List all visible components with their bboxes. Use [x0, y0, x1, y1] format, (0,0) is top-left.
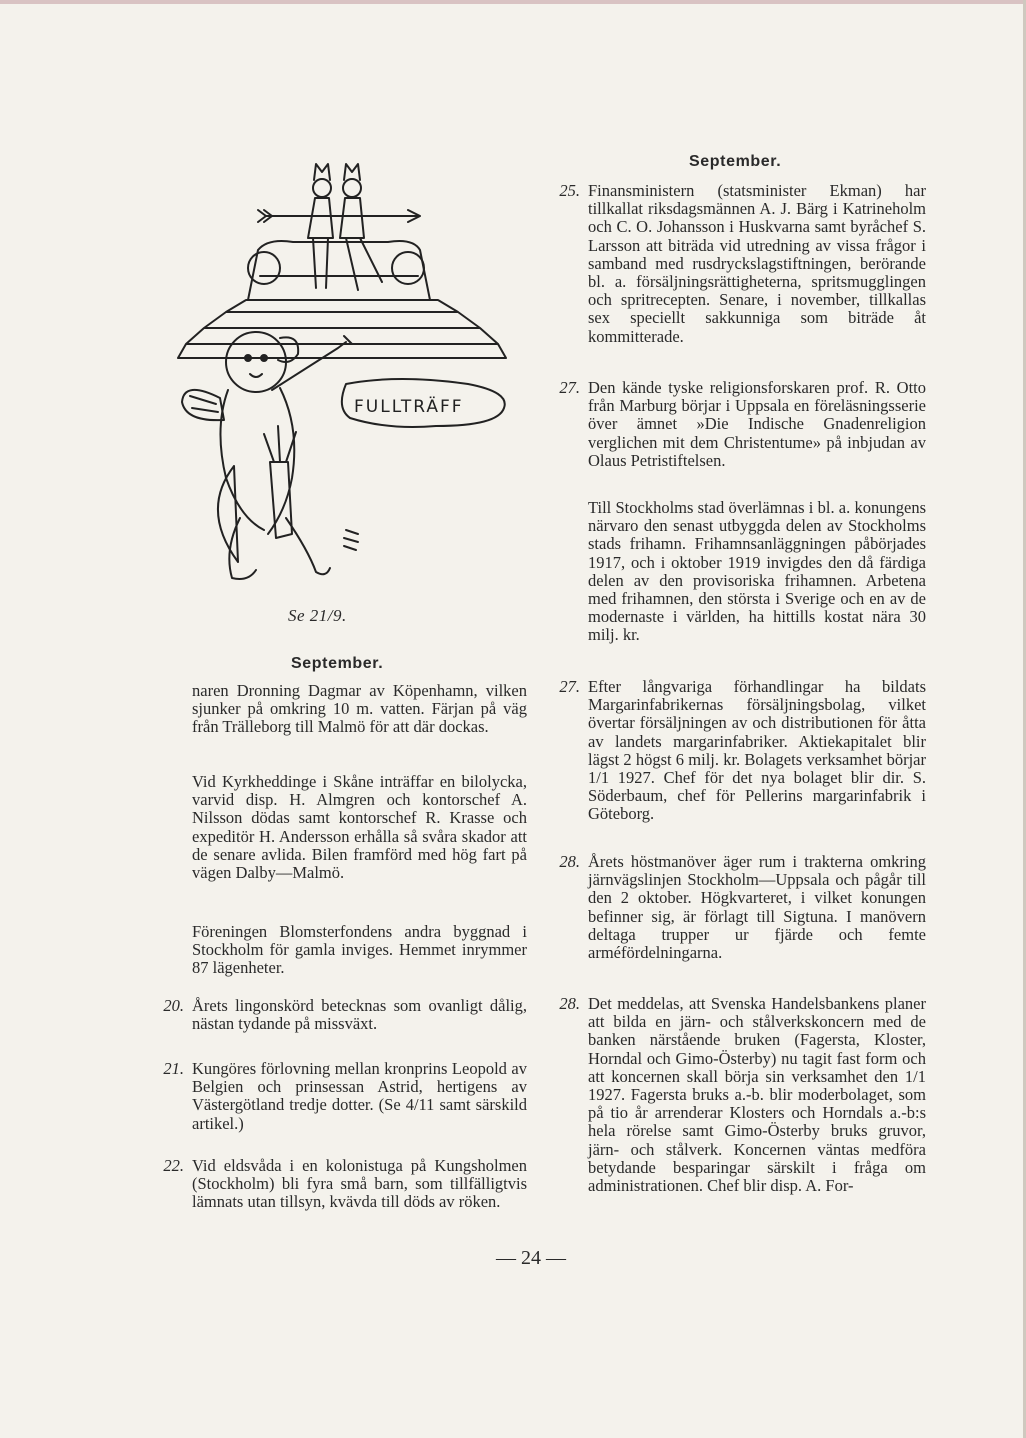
right-entry-6 [559, 994, 926, 1196]
figure-left-crown [314, 164, 330, 180]
entry-date: 27. [559, 677, 580, 696]
right-column-heading: September. [689, 153, 782, 170]
entry-text: Årets lingonskörd betecknas som ovanligt dålig, nästan tydande på missväxt. [192, 996, 527, 1034]
cupid-wing-left [182, 390, 224, 420]
entry-text: Efter långvariga förhandlingar ha bildats Margarinfabrikernas försäljningsbolag, vilket övertar försäljningen av och distributionen för åtta av landets margarinfabriker. Aktiekapitalet blir lägst 2 högst 6 milj. kr. Bolagets verksamhet börjar 1/1 1927. Chef för det nya bolaget blir dir. S. Söderbaum, chef för Pellerins margarinfabrik i Göteborg. [588, 677, 926, 824]
entry-text: Årets höstmanöver äger rum i trakterna omkring järnvägslinjen Stockholm—Uppsala och pågår till den 2 oktober. Högkvarteret, i vilket konungen befinner sig, är förlagt till Sigtuna. I manövern deltaga trupper ur fjärde och femte arméfördelningarna. [588, 852, 926, 963]
right-entry-3 [588, 499, 926, 645]
entry-date: 20. [163, 996, 184, 1015]
entry-date: 27. [559, 378, 580, 397]
entry-text: Finansministern (statsminister Ekman) har tillkallat riksdagsmännen A. J. Bärg i Katrineholm och C. O. Johansson i Huskvarna samt byråchef S. Larsson att biträda vid utredning av vissa frågor i samband med rusdryckslagstiftningen, berörande bl. a. försäljningsrättigheterna, spritsmugglingen och spritrecepten. Senare, i november, tillkallas sex speciellt sakkunniga som biträde åt kommitterade. [588, 181, 926, 346]
cupid-eye-right [261, 355, 267, 361]
left-entry-1 [192, 682, 527, 737]
sofa-armrest-left [248, 252, 280, 284]
right-entry-1 [559, 181, 926, 346]
page-number: — 24 — [496, 1247, 566, 1269]
entry-text: Föreningen Blomsterfondens andra byggnad i Stockholm för gamla inviges. Hemmet inrymmer 87 lägenheter. [192, 922, 527, 978]
left-entry-6 [163, 1156, 527, 1212]
page-edge-top [0, 0, 1026, 4]
sofa [248, 241, 430, 300]
right-entry-4 [559, 677, 926, 824]
entry-date: 25. [559, 181, 580, 200]
figure-right-crown [344, 164, 360, 180]
left-entry-2 [192, 773, 527, 882]
entry-date: 28. [559, 994, 580, 1013]
entry-text: Vid eldsvåda i en kolonistuga på Kungsholmen (Stockholm) bli fyra små barn, som tillfälligtvis lämnats utan tillsyn, kvävda till döds av röken. [192, 1156, 527, 1212]
cupid-legs [229, 518, 330, 579]
platform-steps [178, 300, 506, 358]
right-entry-2 [559, 378, 926, 470]
entry-text: Den kände tyske religionsforskaren prof. R. Otto från Marburg börjar i Uppsala en föreläsningsserie över ämnet »Die Indische Gnadenreligion verglichen mit dem Christentume» på inbjudan av Olaus Petristiftelsen. [588, 378, 926, 470]
cupid-head [226, 332, 286, 392]
bow [218, 466, 238, 562]
figure-left-head [313, 179, 331, 197]
figure-right-head [343, 179, 361, 197]
entry-date: 21. [163, 1059, 184, 1078]
entry-text: Kungöres förlovning mellan kronprins Leopold av Belgien och prinsessan Astrid, hertigens av Västergötland tredje dotter. (Se 4/11 samt särskild artikel.) [192, 1059, 527, 1133]
cupid-mouth [250, 374, 262, 377]
left-entry-4 [163, 996, 527, 1034]
left-column-heading: September. [291, 655, 384, 672]
speech-sign-text: FULLTRÄFF [354, 397, 464, 417]
right-entry-5 [559, 852, 926, 963]
sofa-armrest-right [392, 252, 424, 284]
left-entry-5 [163, 1059, 527, 1133]
entry-text: Det meddelas, att Svenska Handelsbankens planer att bilda en järn- och stålverkskoncern med de banken närstående bruken (Fagersta, Kloster, Horndal och Gimo-Österby) nu tagit fast form och att koncernen skall börja sin verksamhet den 1/1 1927. Fagersta bruks a.-b. blir moderbolaget, som på tio år arrenderar Klosters och Horndals a.-b:s hela rörelse samt Gimo-Österby bruks gruvor, järn- och stålverk. Koncernen väntas medföra betydande besparingar särskilt i fråga om administrationen. Chef blir disp. A. For- [588, 994, 926, 1196]
entry-text: Till Stockholms stad överlämnas i bl. a. konungens närvaro den senast utbyggda delen av Stockholms stads frihamn. Frihamnsanläggningen påbörjades 1917, och i oktober 1919 invigdes den då färdiga delen av den provisoriska frihamnen. Arbetena med frihamnen, den största i Sverige och en av de modernaste i världen, ha hittills kostat nära 30 milj. kr. [588, 498, 926, 645]
entry-text: Vid Kyrkheddinge i Skåne inträffar en bilolycka, varvid disp. H. Almgren och kontorschef A. Nilsson dödas samt kontorschef R. Krasse och expeditör H. Andersson erhålla så svåra skador att de senare avlida. Bilen framförd med hög fart på vägen Dalby—Malmö. [192, 772, 527, 883]
entry-text: naren Dronning Dagmar av Köpenhamn, vilken sjunker på omkring 10 m. vatten. Färjan på väg från Trälleborg till Malmö för att där dockas. [192, 681, 527, 737]
illustration-caption: Se 21/9. [288, 606, 347, 625]
quiver-arrows [264, 426, 296, 462]
cupid-cartoon-illustration [168, 158, 518, 590]
left-entry-3 [192, 923, 527, 978]
cupid-eye-left [245, 355, 251, 361]
sparkle-marks [344, 530, 358, 550]
entry-date: 28. [559, 852, 580, 871]
entry-date: 22. [163, 1156, 184, 1175]
